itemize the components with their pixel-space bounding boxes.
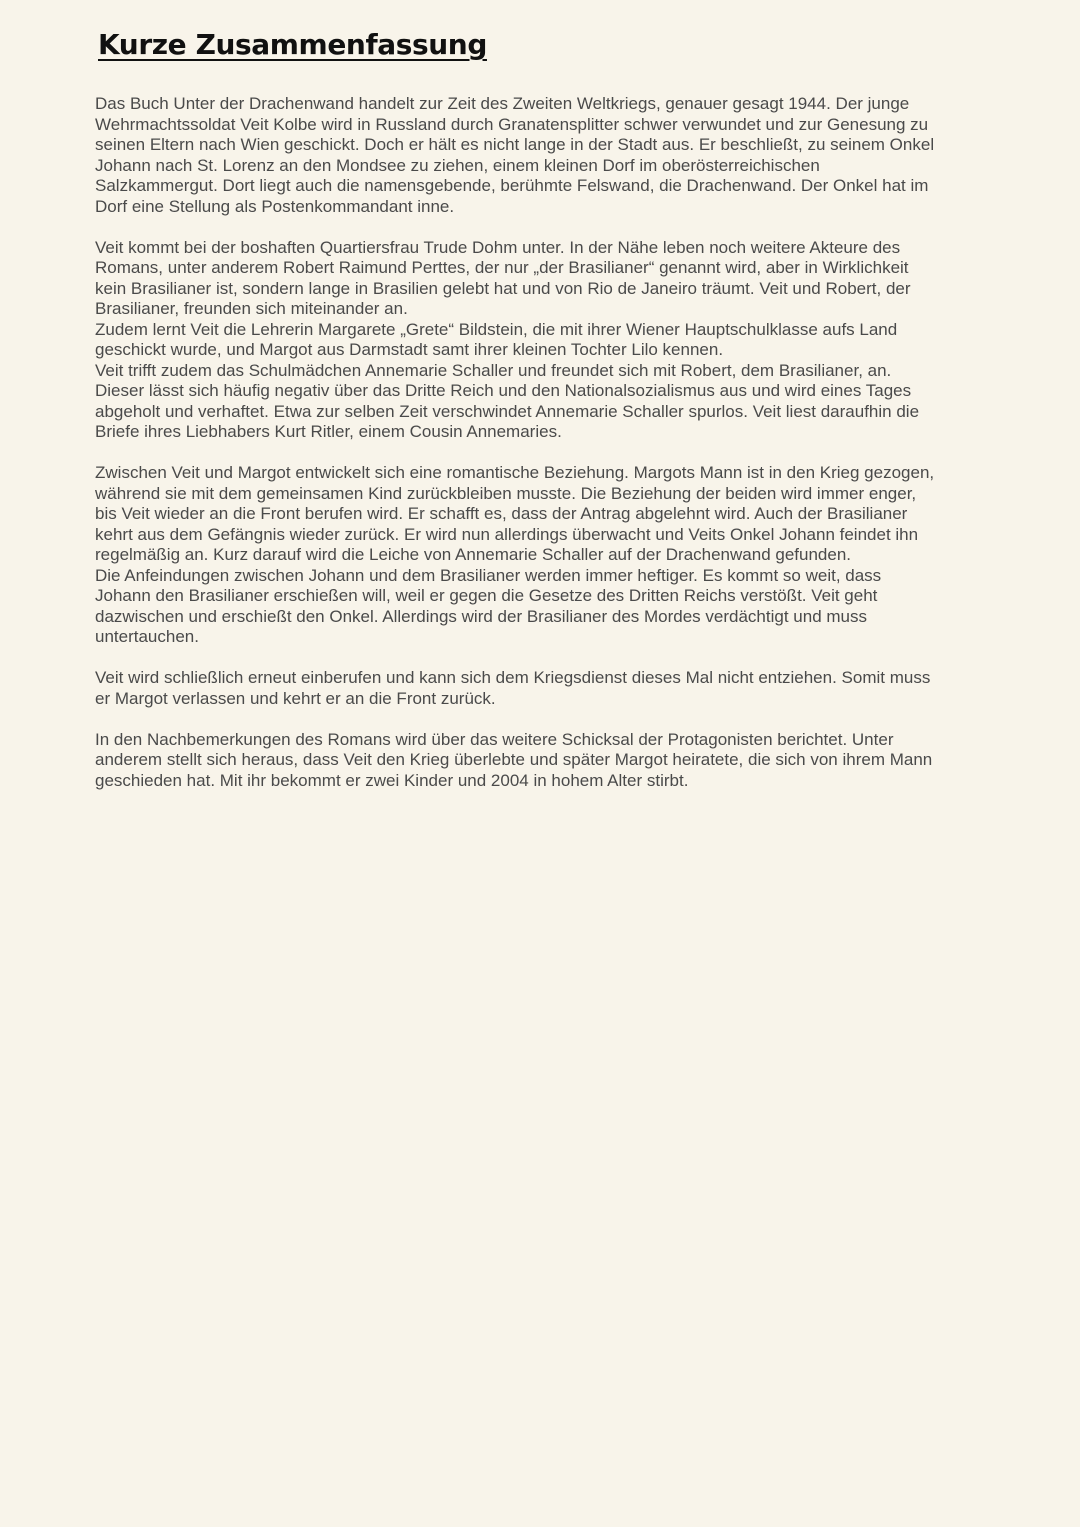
text-line: Zwischen Veit und Margot entwickelt sich eine romantische Beziehung. Margots Mann ist in den Krieg gezogen,: [95, 463, 935, 482]
text-line: Brasilianer, freunden sich miteinander an.: [95, 299, 408, 318]
text-line: Veit kommt bei der boshaften Quartiersfrau Trude Dohm unter. In der Nähe leben noch weitere Akteure des: [95, 237, 901, 257]
text-line: geschickt wurde, und Margot aus Darmstadt samt ihrer kleinen Tochter Lilo kennen.: [95, 340, 724, 359]
text-line: seinen Eltern nach Wien geschickt. Doch er hält es nicht lange in der Stadt aus. Er beschließt, zu seinem Onkel: [95, 135, 935, 154]
text-line: Johann den Brasilianer erschießen will, weil er gegen die Gesetze des Dritten Reichs verstößt. Veit geht: [95, 586, 878, 605]
text-line: Dieser lässt sich häufig negativ über das Dritte Reich und den Nationalsozialismus aus und wird eines Tages: [95, 381, 912, 400]
text-line: Johann nach St. Lorenz an den Mondsee zu ziehen, einem kleinen Dorf im oberösterreichischen: [95, 155, 820, 175]
paragraph-5: [95, 730, 995, 792]
paragraph-2: [95, 238, 995, 443]
text-line: Salzkammergut. Dort liegt auch die namensgebende, berühmte Felswand, die Drachenwand. Der Onkel hat im: [95, 176, 929, 195]
paragraph-gap: [95, 217, 995, 238]
text-line: Das Buch Unter der Drachenwand handelt zur Zeit des Zweiten Weltkriegs, genauer gesagt 1944. Der junge: [95, 94, 910, 113]
text-line: kehrt aus dem Gefängnis wieder zurück. Er wird nun allerdings überwacht und Veits Onkel Johann feindet ihn: [95, 524, 919, 544]
paragraph-gap: [95, 709, 995, 730]
text-line: regelmäßig an. Kurz darauf wird die Leiche von Annemarie Schaller auf der Drachenwand gefunden.: [95, 545, 852, 564]
paragraph-3: [95, 463, 995, 648]
text-line: untertauchen.: [95, 627, 199, 646]
paragraph-gap: [95, 648, 995, 669]
text-line: Veit wird schließlich erneut einberufen und kann sich dem Kriegsdienst dieses Mal nicht entziehen. Somit muss: [95, 668, 931, 687]
text-line: Dorf eine Stellung als Postenkommandant inne.: [95, 196, 455, 216]
summary-body: [95, 94, 995, 791]
text-line: anderem stellt sich heraus, dass Veit den Krieg überlebte und später Margot heiratete, die sich von ihrem Mann: [95, 750, 933, 769]
text-line: Wehrmachtssoldat Veit Kolbe wird in Russland durch Granatensplitter schwer verwundet und zur Genesung zu: [95, 114, 929, 134]
paragraph-gap: [95, 443, 995, 464]
text-line: abgeholt und verhaftet. Etwa zur selben Zeit verschwindet Annemarie Schaller spurlos. Veit liest daraufhin die: [95, 401, 920, 421]
text-line: bis Veit wieder an die Front berufen wird. Er schafft es, dass der Antrag abgelehnt wird. Auch der Brasilianer: [95, 504, 908, 523]
text-line: Die Anfeindungen zwischen Johann und dem Brasilianer werden immer heftiger. Es kommt so weit, dass: [95, 565, 882, 585]
text-line: Briefe ihres Liebhabers Kurt Ritler, einem Cousin Annemaries.: [95, 422, 562, 441]
page-title: Kurze Zusammenfassung: [98, 28, 487, 61]
text-line: kein Brasilianer ist, sondern lange in Brasilien gelebt hat und von Rio de Janeiro träumt. Veit und Robert, der: [95, 278, 911, 298]
text-line: Romans, unter anderem Robert Raimund Perttes, der nur „der Brasilianer“ genannt wird, aber in Wirklichkeit: [95, 258, 909, 277]
text-line: geschieden hat. Mit ihr bekommt er zwei Kinder und 2004 in hohem Alter stirbt.: [95, 770, 689, 790]
text-line: während sie mit dem gemeinsamen Kind zurückbleiben musste. Die Beziehung der beiden wird immer enger,: [95, 483, 917, 503]
text-line: Zudem lernt Veit die Lehrerin Margarete „Grete“ Bildstein, die mit ihrer Wiener Hauptschulklasse aufs Land: [95, 319, 898, 339]
text-line: er Margot verlassen und kehrt er an die Front zurück.: [95, 688, 496, 708]
paragraph-1: [95, 94, 995, 217]
text-line: Veit trifft zudem das Schulmädchen Annemarie Schaller und freundet sich mit Robert, dem Brasilianer, an.: [95, 360, 892, 380]
paragraph-4: [95, 668, 995, 709]
text-line: dazwischen und erschießt den Onkel. Allerdings wird der Brasilianer des Mordes verdächtigt und muss: [95, 606, 867, 626]
text-line: In den Nachbemerkungen des Romans wird über das weitere Schicksal der Protagonisten berichtet. Unter: [95, 729, 894, 749]
